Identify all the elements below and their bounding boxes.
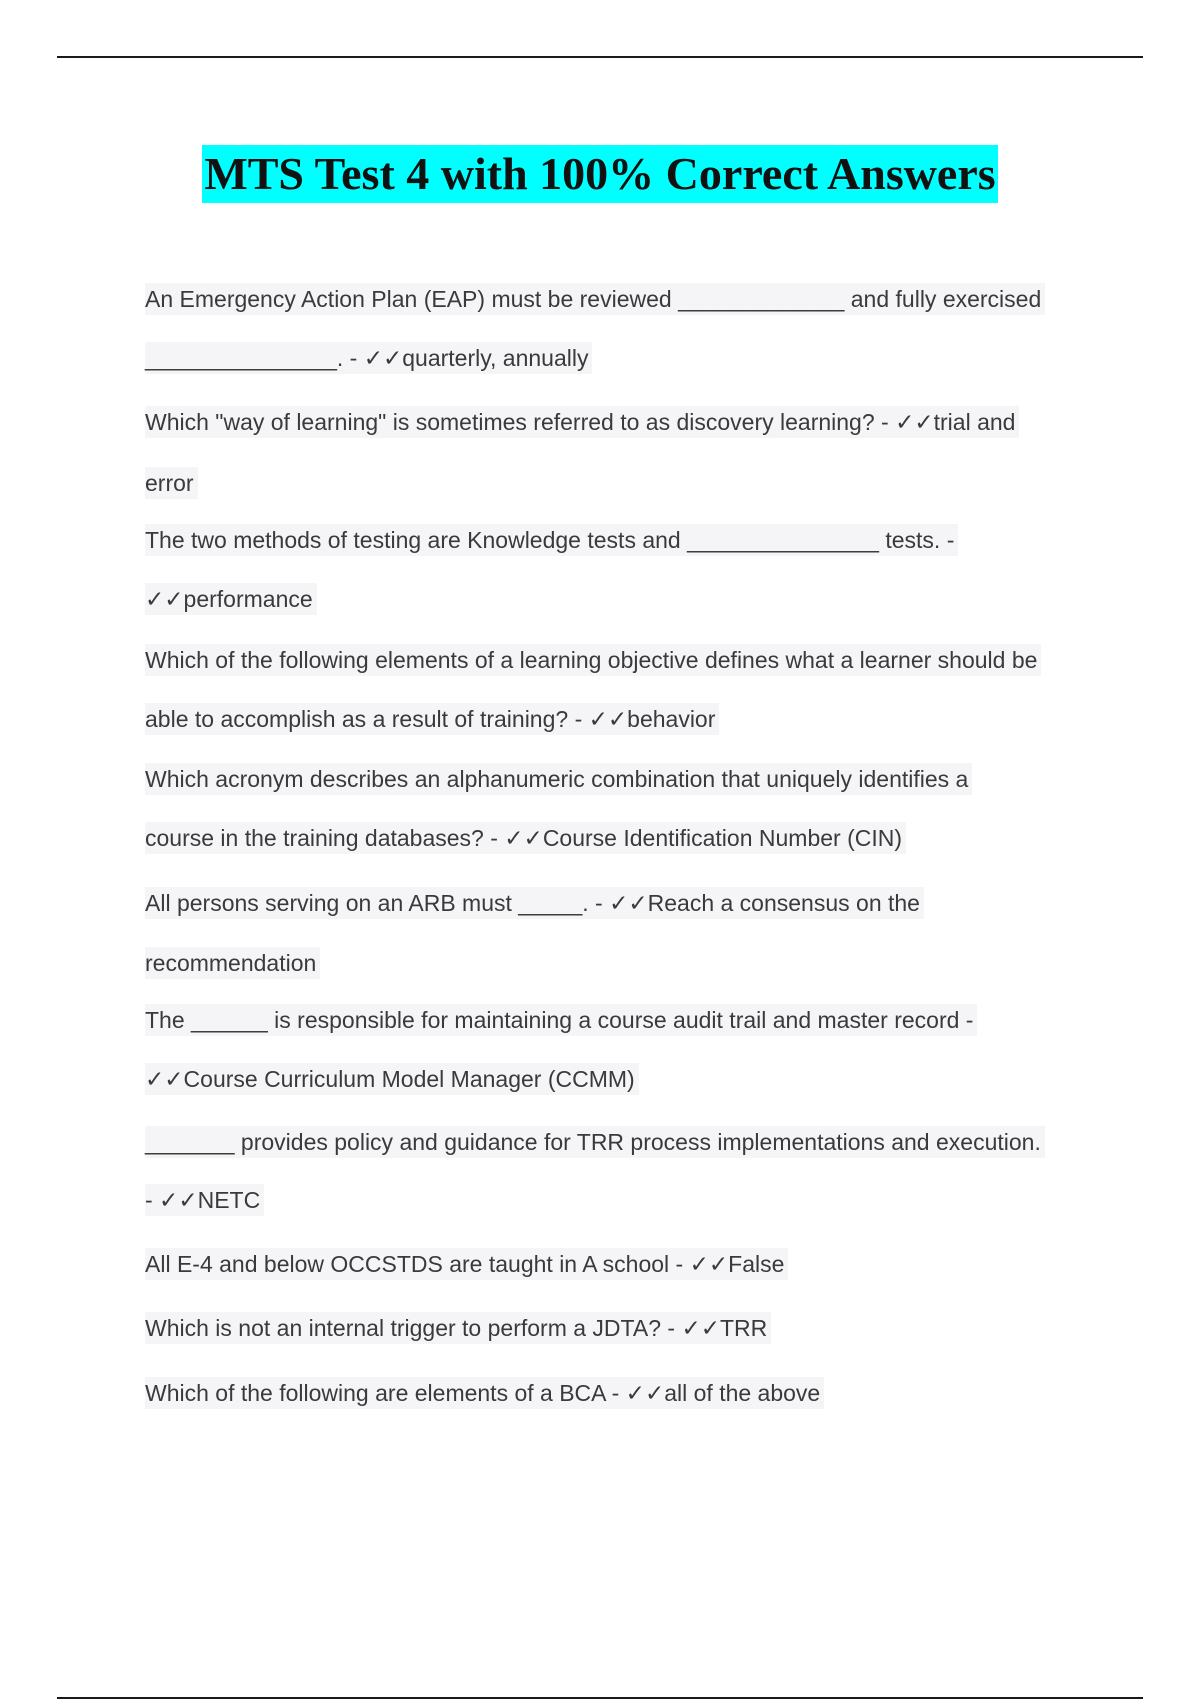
qa-line-2: _______________. - ✓✓quarterly, annually xyxy=(145,342,592,374)
qa-line-11: All persons serving on an ARB must _____. - ✓✓Reach a consensus on the xyxy=(145,887,924,919)
qa-line-12: recommendation xyxy=(145,947,320,979)
qa-line-16: - ✓✓NETC xyxy=(145,1184,264,1216)
qa-line-15: _______ provides policy and guidance for TRR process implementations and execution. xyxy=(145,1126,1045,1158)
qa-line-1: An Emergency Action Plan (EAP) must be reviewed _____________ and fully exercised xyxy=(145,283,1045,315)
title-container xyxy=(0,145,1200,203)
qa-line-3: Which "way of learning" is sometimes referred to as discovery learning? - ✓✓trial and xyxy=(145,406,1019,438)
qa-line-5: The two methods of testing are Knowledge tests and _______________ tests. - xyxy=(145,524,958,556)
qa-line-14: ✓✓Course Curriculum Model Manager (CCMM) xyxy=(145,1063,639,1095)
qa-line-4: error xyxy=(145,467,198,499)
qa-line-9: Which acronym describes an alphanumeric combination that uniquely identifies a xyxy=(145,763,972,795)
qa-line-8: able to accomplish as a result of training? - ✓✓behavior xyxy=(145,703,719,735)
qa-line-17: All E-4 and below OCCSTDS are taught in A school - ✓✓False xyxy=(145,1248,788,1280)
qa-line-7: Which of the following elements of a learning objective defines what a learner should be xyxy=(145,644,1041,676)
qa-line-19: Which of the following are elements of a BCA - ✓✓all of the above xyxy=(145,1377,824,1409)
qa-line-18: Which is not an internal trigger to perform a JDTA? - ✓✓TRR xyxy=(145,1312,771,1344)
top-rule xyxy=(57,56,1143,58)
document-title: MTS Test 4 with 100% Correct Answers xyxy=(202,145,997,203)
qa-line-10: course in the training databases? - ✓✓Course Identification Number (CIN) xyxy=(145,822,906,854)
qa-line-6: ✓✓performance xyxy=(145,583,317,615)
qa-line-13: The ______ is responsible for maintaining a course audit trail and master record - xyxy=(145,1004,977,1036)
bottom-rule xyxy=(57,1697,1143,1699)
